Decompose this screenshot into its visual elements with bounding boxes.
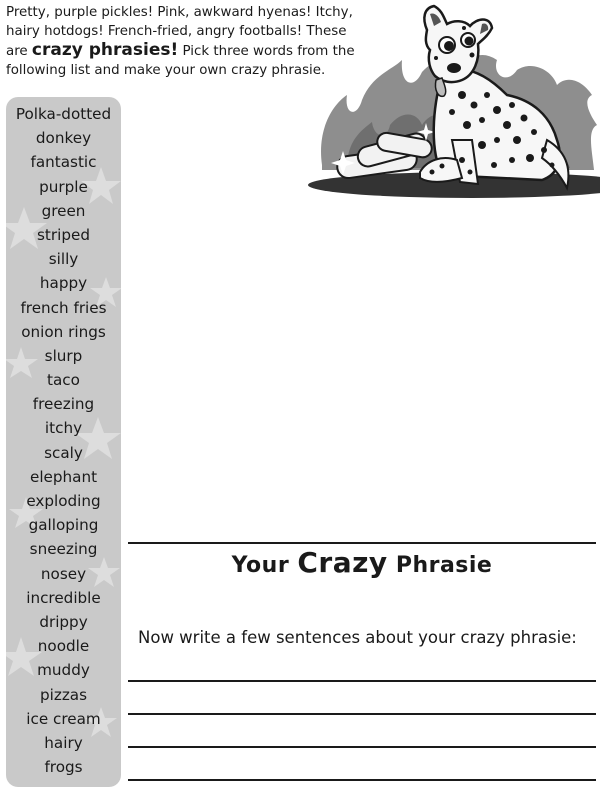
crazy-phrasies-emphasis: crazy phrasies! — [31, 40, 179, 60]
intro-line-3-pre: are — [6, 44, 32, 59]
word-list-item: french fries — [20, 298, 107, 317]
writing-line-4[interactable] — [128, 779, 596, 781]
word-list-item: slurp — [44, 346, 83, 365]
writing-prompt: Now write a few sentences about your crazy phrasie: — [138, 628, 577, 647]
word-list-item: hairy — [44, 733, 83, 752]
word-list-item: muddy — [37, 661, 90, 680]
word-list-panel — [6, 97, 121, 787]
word-list-item: green — [41, 201, 86, 220]
word-list-item: galloping — [28, 516, 99, 535]
title-part-1: Your — [231, 553, 298, 578]
title-part-2: Crazy — [297, 546, 388, 579]
intro-line-4: following list and make your own crazy phrasie. — [6, 63, 326, 78]
intro-line-3-post: Pick three words from the — [178, 44, 355, 59]
word-list — [6, 102, 121, 779]
word-list-item: elephant — [29, 467, 98, 486]
intro-line-1: Pretty, purple pickles! Pink, awkward hyenas! Itchy, — [6, 5, 353, 20]
word-list-item: donkey — [35, 129, 92, 148]
word-list-item: purple — [39, 177, 88, 196]
title-part-3: Phrasie — [387, 553, 493, 578]
writing-line-3[interactable] — [128, 746, 596, 748]
word-list-item: striped — [37, 225, 90, 244]
word-list-item: silly — [48, 250, 79, 269]
word-list-item: noodle — [37, 637, 90, 656]
intro-line-2: hairy hotdogs! French-fried, angry footballs! These — [6, 24, 347, 39]
word-list-item: ice cream — [26, 709, 101, 728]
word-list-item: happy — [39, 274, 88, 293]
word-list-item: incredible — [26, 588, 101, 607]
word-list-item: drippy — [39, 612, 88, 631]
word-list-item: frogs — [44, 758, 83, 777]
word-list-item: scaly — [44, 443, 83, 462]
word-list-item: taco — [47, 371, 80, 390]
word-list-item: freezing — [32, 395, 95, 414]
your-crazy-phrasie-title — [128, 546, 596, 579]
word-list-item: nosey — [40, 564, 87, 583]
word-list-item: exploding — [26, 492, 101, 510]
writing-line-2[interactable] — [128, 713, 596, 715]
hyena-illustration — [302, 0, 600, 200]
word-list-item: onion rings — [21, 322, 106, 341]
word-list-item: pizzas — [39, 685, 88, 704]
writing-line-1[interactable] — [128, 680, 596, 682]
word-list-item: sneezing — [29, 540, 98, 559]
word-list-item: Polka-dotted — [15, 105, 112, 123]
word-list-item: itchy — [44, 419, 83, 438]
title-rule — [128, 542, 596, 544]
word-list-item: fantastic — [30, 153, 97, 172]
